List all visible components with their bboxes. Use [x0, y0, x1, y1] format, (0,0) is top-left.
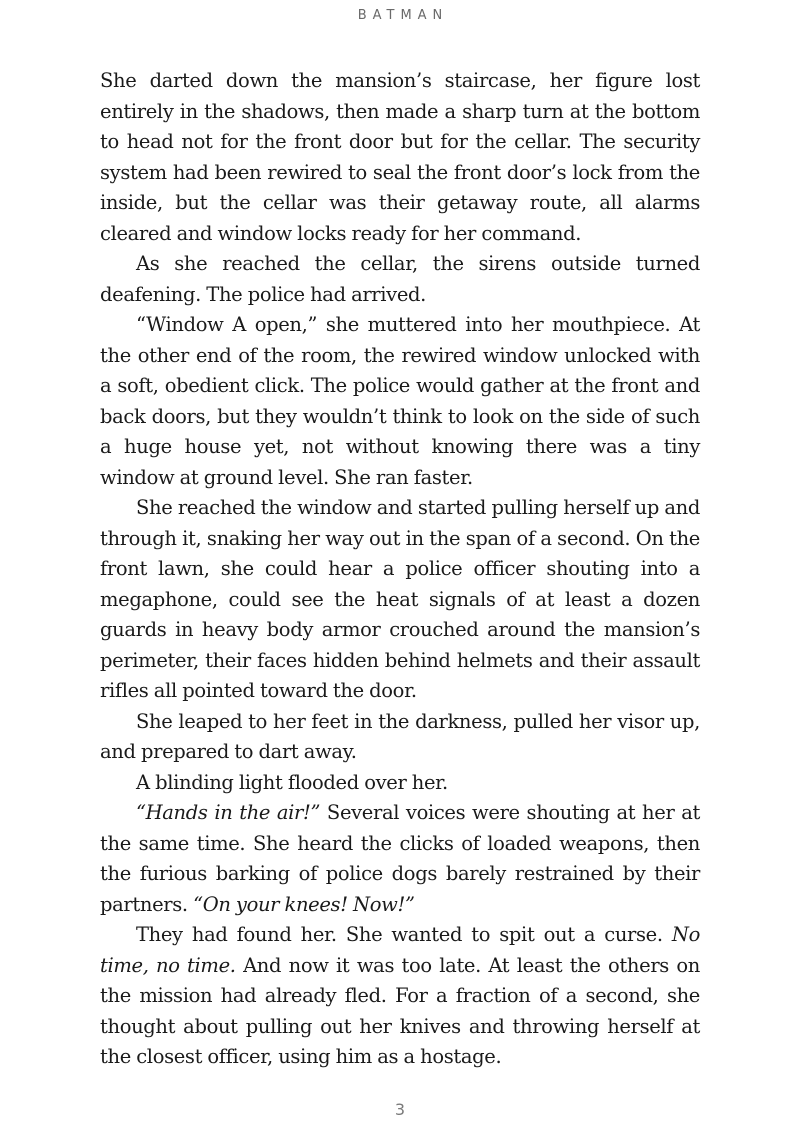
paragraph-8-text-end: And now it was too late. At least the others on the mission had already fled. For a fraction of a second, she thought about pulling out her knives and throwing herself at the closest officer, using him as a hostage.	[100, 953, 700, 1068]
dialogue-on-your-knees: “On your knees! Now!”	[193, 892, 415, 916]
paragraph-2: As she reached the cellar, the sirens outside turned deafening. The police had arrived.	[100, 252, 700, 306]
dialogue-hands-in-the-air: “Hands in the air!”	[136, 801, 321, 824]
body-text	[100, 66, 700, 1073]
paragraph-6: A blinding light flooded over her.	[136, 770, 448, 794]
paragraph-3: “Window A open,” she muttered into her mouthpiece. At the other end of the room, the rewired window unlocked with a soft, obedient click. The police would gather at the front and back doors, but they wouldn’t think to look on the side of such a huge house yet, not without knowing there was a tiny window at ground level. She ran faster.	[100, 313, 700, 489]
paragraph-1: She darted down the mansion’s staircase, her figure lost entirely in the shadows, then made a sharp turn at the bottom to head not for the front door but for the cellar. The security system had been rewired to seal the front door’s lock from the inside, but the cellar was their getaway route, all alarms cleared and window locks ready for her command.	[100, 69, 700, 245]
paragraph-8-text-start: They had found her. She wanted to spit out a curse.	[136, 923, 672, 946]
page-number: 3	[394, 1100, 406, 1119]
paragraph-4: She reached the window and started pulling herself up and through it, snaking her way out in the span of a second. On the front lawn, she could hear a police officer shouting into a megaphone, could see the heat signals of at least a dozen guards in heavy body armor crouched around the mansion’s perimeter, their faces hidden behind helmets and their assault rifles all pointed toward the door.	[100, 496, 700, 702]
paragraph-8	[100, 920, 700, 1073]
thought-no-time: No time, no time.	[100, 923, 700, 977]
paragraph-7	[100, 798, 700, 920]
running-head: BATMAN	[357, 8, 449, 23]
paragraph-5: She leaped to her feet in the darkness, pulled her visor up, and prepared to dart away.	[100, 709, 700, 763]
paragraph-7-text: Several voices were shouting at her at the same time. She heard the clicks of loaded weapons, then the furious barking of police dogs barely restrained by their partners.	[100, 801, 700, 916]
